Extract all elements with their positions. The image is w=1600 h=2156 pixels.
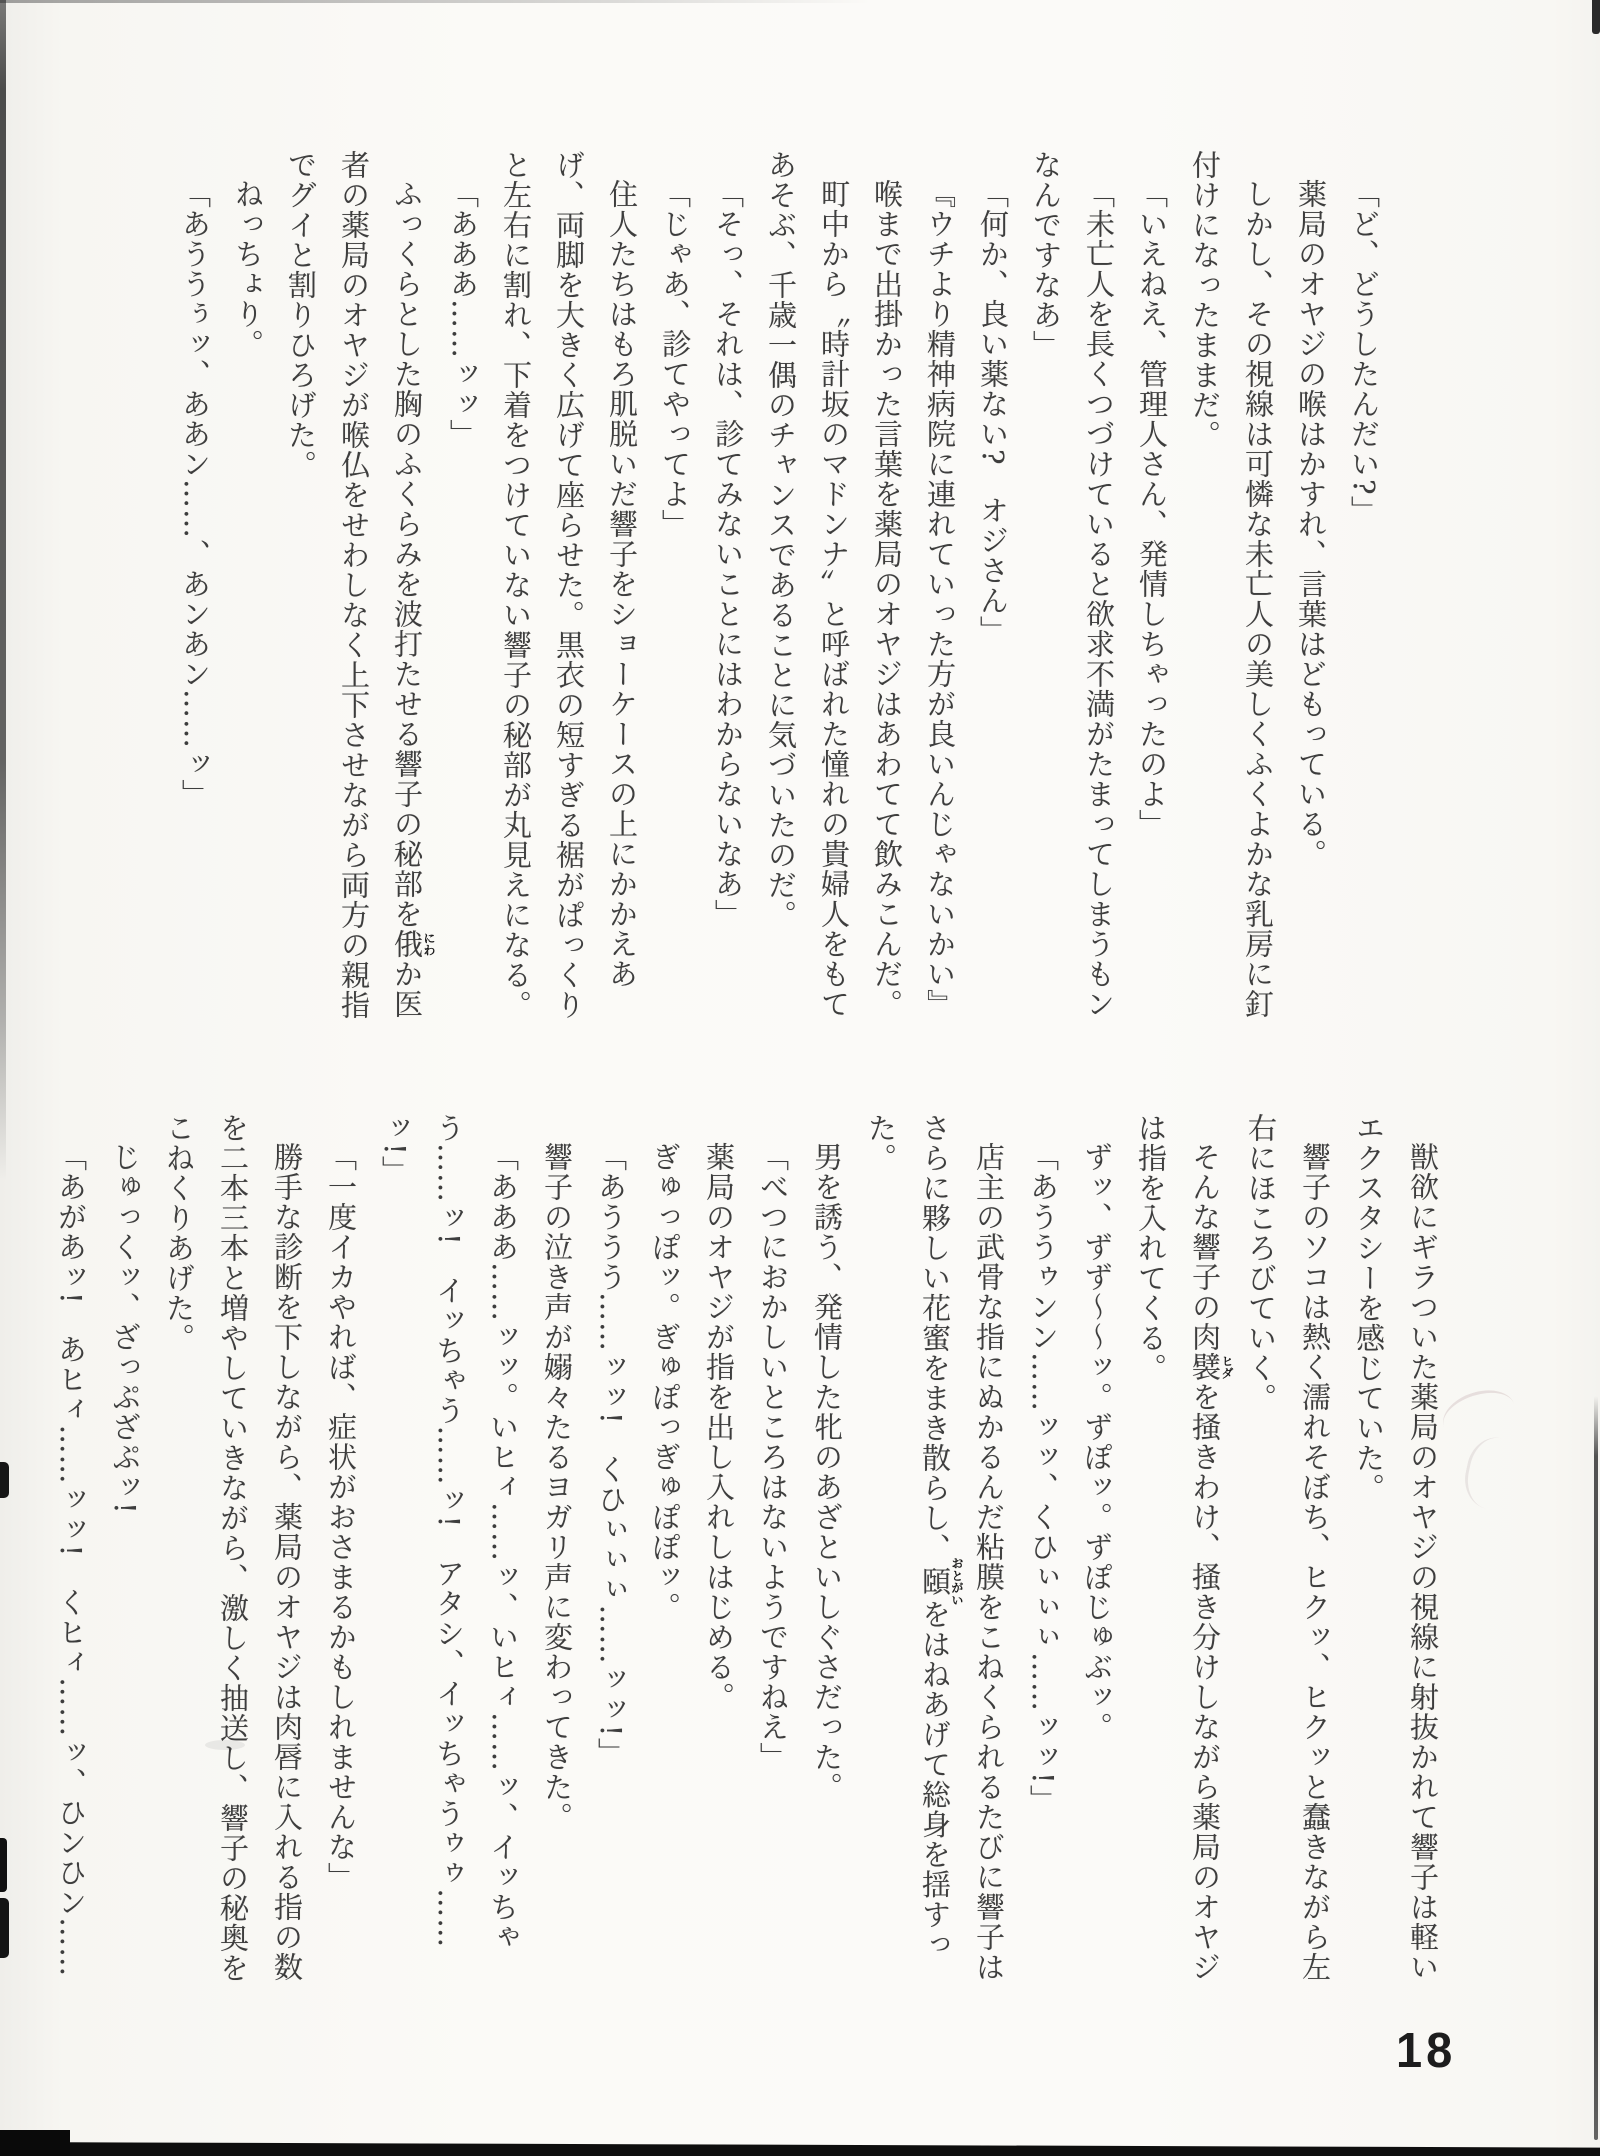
page-number: 18 xyxy=(1396,2021,1457,2078)
paragraph: 男を誘う、発情した牝のあざといしぐさだった。 xyxy=(810,1142,844,1802)
paragraph: 「何か、良い薬ない? オジさん」 xyxy=(976,179,1010,646)
paragraph: そんな響子の肉襞ヒダを掻きわけ、掻き分けしながら薬局のオヤジは指を入れてくる。 xyxy=(1134,1113,1234,1982)
paragraph: 『ウチより精神病院に連れていった方が良いんじゃないかい』 xyxy=(923,179,957,1019)
scan-ink-blob xyxy=(0,1462,9,1498)
paragraph: 「ど、どうしたんだい?」 xyxy=(1347,179,1381,526)
paragraph: 薬局のオヤジが指を出し入れしはじめる。 xyxy=(702,1142,736,1712)
scan-ink-blob xyxy=(0,1898,9,1958)
paragraph: 町中から〝時計坂のマドンナ〟と呼ばれた憧れの貴婦人をもてあそぶ、千歳一偶のチャンスであることに気づいたのだ。 xyxy=(764,150,851,1019)
paragraph: 喉まで出掛かった言葉を薬局のオヤジはあわてて飲みこんだ。 xyxy=(870,179,904,1019)
paragraph: 「べつにおかしいところはないようですねえ」 xyxy=(756,1142,790,1772)
paragraph: 「あううぅッ、ああン……、あンあン……ッ」 xyxy=(178,179,212,809)
paragraph: 「じゃあ、診てやってよ」 xyxy=(658,179,692,539)
scan-left-edge-line xyxy=(0,0,6,1180)
pencil-smudge xyxy=(1459,1432,1534,1515)
scan-top-edge-line xyxy=(0,0,870,3)
paragraph: ふっくらとした胸のふくらみを波打たせる響子の秘部を俄にわか医者の薬局のオヤジが喉仏をせわしなく上下させながら両方の親指でグイと割りひろげた。 xyxy=(284,150,436,1020)
paragraph: 「一度イカやれば、症状がおさまるかもしれませんな」 xyxy=(324,1142,358,1892)
paragraph: ぎゅっぽッ。ぎゅぽっぎゅぽぽッ。 xyxy=(648,1142,682,1622)
paragraph: 「あううゥンン……ッッ、くひぃぃぃ……ッッ!」 xyxy=(1026,1142,1060,1815)
paragraph: 「未亡人を長くつづけていると欲求不満がたまってしまうもンなんですなあ」 xyxy=(1029,150,1116,1019)
paragraph: 「あああ……ッッ。いヒィ……ッ、いヒィ……ッ、イッちゃう……ッ! イッちゃう……ッ! アタシ、イッちゃうゥゥ……ッ!」 xyxy=(378,1113,520,1952)
story-text-block-lower xyxy=(54,1113,1450,2005)
paragraph: ねっちょり。 xyxy=(231,179,265,359)
paragraph: 「あがあッ! あヒィ……ッッ! くヒィ……ッ、ひンひン…… xyxy=(54,1142,88,1978)
paragraph: 響子の泣き声が嫋々たるヨガリ声に変わってきた。 xyxy=(540,1142,574,1832)
scan-bottom-corner-wedge xyxy=(0,2130,70,2156)
paragraph: 薬局のオヤジの喉はかすれ、言葉はどもっている。 xyxy=(1294,179,1328,869)
paragraph: ずッ、ずず〜〜ッ。ずぽッ。ずぽじゅぶッ。 xyxy=(1080,1142,1114,1742)
paragraph: 「いえねえ、管理人さん、発情しちゃったのよ」 xyxy=(1135,179,1169,839)
paragraph: じゅっくッ、ざっぷざぷッ! xyxy=(108,1142,142,1515)
scan-right-edge-line xyxy=(1594,1396,1598,2140)
paragraph: 「あああ……ッッ」 xyxy=(446,179,480,449)
scan-ink-blob xyxy=(0,1838,7,1892)
paragraph: 勝手な診断を下しながら、薬局のオヤジは肉唇に入れる指の数を二本三本と増やしていきながら、激しく抽送し、響子の秘奥をこねくりあげた。 xyxy=(162,1113,304,1983)
paragraph: 獣欲にギラついた薬局のオヤジの視線に射抜かれて響子は軽いエクスタシーを感じていた。 xyxy=(1352,1113,1440,1982)
paragraph: 住人たちはもろ肌脱いだ響子をショーケースの上にかかえあげ、両脚を大きく広げて座らせた。黒衣の短すぎる裾がぱっくりと左右に割れ、下着をつけていない響子の秘部が丸見えになる。 xyxy=(499,150,639,1020)
paragraph: 「あううう……ッッ! くひぃぃぃ……ッッ!」 xyxy=(594,1142,628,1768)
paragraph: 「そっ、それは、診てみないことにはわからないなあ」 xyxy=(711,179,745,929)
scan-corner-mark xyxy=(1592,0,1600,34)
paragraph: 響子のソコは熱く濡れそぼち、ヒクッ、ヒクッと蠢きながら左右にほころびていく。 xyxy=(1244,1113,1332,1982)
story-text-block-upper xyxy=(171,150,1390,1030)
paragraph: しかし、その視線は可憐な未亡人の美しくふくよかな乳房に釘付けになったままだ。 xyxy=(1188,150,1275,1019)
scan-bottom-edge-strip xyxy=(0,2142,1600,2156)
paragraph: 店主の武骨な指にぬかるんだ粘膜をこねくられるたびに響子はさらに夥しい花蜜をまき散らし、頤おとがいをはねあげて総身を揺すった。 xyxy=(864,1113,1006,1982)
